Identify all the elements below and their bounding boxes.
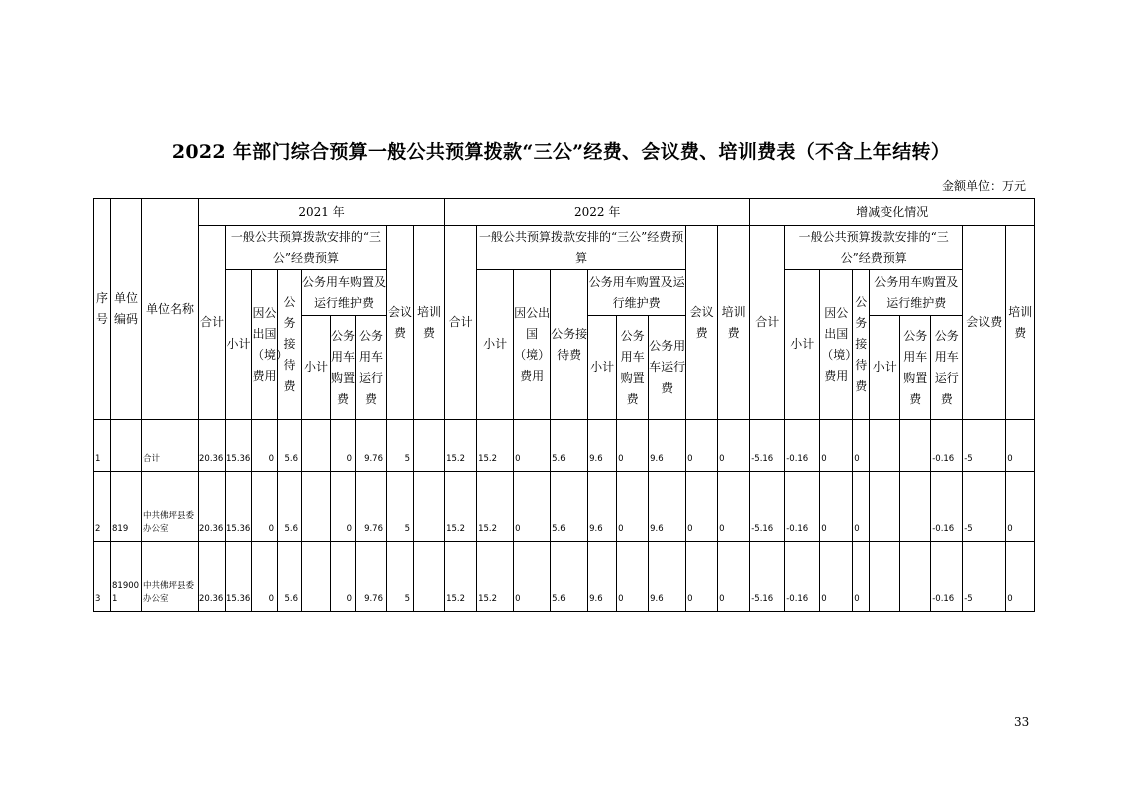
- header-change-total: 合计: [750, 226, 785, 420]
- header-2022-vehicle-running: 公务用车运行费: [649, 316, 686, 420]
- cell-seq: 3: [94, 542, 111, 612]
- cell-y2021-3: 5.6: [278, 420, 302, 472]
- header-change-vehicle-running: 公务用车运行费: [931, 316, 963, 420]
- header-2021-sangong: 一般公共预算拨款安排的“三公”经费预算: [226, 226, 387, 270]
- page-title: 2022 年部门综合预算一般公共预算拨款“三公”经费、会议费、培训费表（不含上年结转）: [171, 141, 951, 163]
- header-unit-code: 单位编码: [111, 199, 142, 420]
- header-unit-name: 单位名称: [142, 199, 199, 420]
- header-2022-vehicle-purchase: 公务用车购置费: [617, 316, 649, 420]
- cell-chg-5: [900, 472, 931, 542]
- cell-chg-3: 0: [853, 420, 870, 472]
- cell-y2022-2: 0: [514, 472, 551, 542]
- cell-chg-1: -0.16: [785, 542, 820, 612]
- header-2021-meeting: 会议费: [387, 226, 414, 420]
- header-2021-reception: 公务接待费: [278, 270, 302, 420]
- header-year-2021: 2021 年: [199, 199, 445, 226]
- header-2022-training: 培训费: [718, 226, 750, 420]
- budget-table: [93, 198, 1035, 612]
- cell-chg-6: -0.16: [931, 472, 963, 542]
- table-row: [94, 420, 1035, 472]
- cell-y2021-8: [414, 542, 445, 612]
- cell-chg-4: [870, 420, 900, 472]
- cell-y2022-4: 9.6: [588, 472, 617, 542]
- header-2022-subtotal: 小计: [477, 270, 514, 420]
- cell-y2021-0: 20.36: [199, 542, 226, 612]
- cell-y2021-8: [414, 472, 445, 542]
- cell-y2022-3: 5.6: [551, 542, 588, 612]
- cell-y2021-4: [302, 542, 331, 612]
- cell-y2021-3: 5.6: [278, 472, 302, 542]
- cell-chg-0: -5.16: [750, 420, 785, 472]
- table-row: [94, 542, 1035, 612]
- cell-y2022-6: 9.6: [649, 472, 686, 542]
- cell-y2022-7: 0: [686, 472, 718, 542]
- cell-chg-4: [870, 542, 900, 612]
- cell-y2021-5: 0: [331, 542, 356, 612]
- cell-unit-name: 合计: [142, 420, 199, 472]
- header-2022-vehicle-subtotal: 小计: [588, 316, 617, 420]
- cell-chg-2: 0: [820, 472, 853, 542]
- cell-y2022-1: 15.2: [477, 420, 514, 472]
- cell-y2021-5: 0: [331, 420, 356, 472]
- cell-chg-2: 0: [820, 542, 853, 612]
- header-2021-vehicle-purchase: 公务用车购置费: [331, 316, 356, 420]
- cell-unit-name: 中共佛坪县委办公室: [142, 542, 199, 612]
- cell-y2021-6: 9.76: [356, 472, 387, 542]
- cell-y2021-5: 0: [331, 472, 356, 542]
- cell-chg-5: [900, 542, 931, 612]
- header-change-vehicle: 公务用车购置及运行维护费: [870, 270, 963, 316]
- cell-y2021-1: 15.36: [226, 420, 252, 472]
- cell-y2022-7: 0: [686, 542, 718, 612]
- cell-y2022-8: 0: [718, 420, 750, 472]
- cell-y2021-1: 15.36: [226, 542, 252, 612]
- cell-chg-7: -5: [963, 472, 1006, 542]
- header-change-subtotal: 小计: [785, 270, 820, 420]
- cell-y2022-0: 15.2: [445, 472, 477, 542]
- header-2021-vehicle-subtotal: 小计: [302, 316, 331, 420]
- cell-chg-6: -0.16: [931, 420, 963, 472]
- cell-y2022-0: 15.2: [445, 542, 477, 612]
- cell-y2021-4: [302, 472, 331, 542]
- cell-y2021-0: 20.36: [199, 420, 226, 472]
- cell-y2021-1: 15.36: [226, 472, 252, 542]
- header-row-years: [94, 199, 1035, 226]
- cell-y2021-6: 9.76: [356, 542, 387, 612]
- cell-y2022-8: 0: [718, 542, 750, 612]
- cell-seq: 1: [94, 420, 111, 472]
- cell-chg-8: 0: [1006, 542, 1035, 612]
- header-change-meeting: 会议费: [963, 226, 1006, 420]
- cell-seq: 2: [94, 472, 111, 542]
- cell-y2021-4: [302, 420, 331, 472]
- header-change: 增减变化情况: [750, 199, 1035, 226]
- header-change-abroad: 因公出国（境）费用: [820, 270, 853, 420]
- cell-chg-5: [900, 420, 931, 472]
- cell-y2022-1: 15.2: [477, 542, 514, 612]
- cell-unit-code: 819: [111, 472, 142, 542]
- cell-unit-code: 819001: [111, 542, 142, 612]
- cell-chg-6: -0.16: [931, 542, 963, 612]
- cell-chg-3: 0: [853, 542, 870, 612]
- header-2022-vehicle: 公务用车购置及运行维护费: [588, 270, 686, 316]
- cell-y2022-2: 0: [514, 420, 551, 472]
- header-2022-meeting: 会议费: [686, 226, 718, 420]
- cell-y2022-8: 0: [718, 472, 750, 542]
- cell-y2022-3: 5.6: [551, 420, 588, 472]
- cell-unit-name: 中共佛坪县委办公室: [142, 472, 199, 542]
- header-year-2022: 2022 年: [445, 199, 750, 226]
- cell-y2022-6: 9.6: [649, 420, 686, 472]
- cell-chg-2: 0: [820, 420, 853, 472]
- cell-y2022-5: 0: [617, 542, 649, 612]
- cell-y2021-7: 5: [387, 542, 414, 612]
- header-change-reception: 公务接待费: [853, 270, 870, 420]
- unit-label: 金额单位：万元: [941, 179, 1026, 193]
- header-seq: 序号: [94, 199, 111, 420]
- cell-y2021-3: 5.6: [278, 542, 302, 612]
- cell-chg-0: -5.16: [750, 472, 785, 542]
- table-row: [94, 472, 1035, 542]
- header-change-vehicle-purchase: 公务用车购置费: [900, 316, 931, 420]
- header-2022-abroad: 因公出国（境）费用: [514, 270, 551, 420]
- cell-chg-1: -0.16: [785, 472, 820, 542]
- header-row-groups: [94, 226, 1035, 270]
- cell-y2021-6: 9.76: [356, 420, 387, 472]
- cell-y2021-2: 0: [252, 542, 278, 612]
- header-row-subgroups: [94, 270, 1035, 316]
- cell-y2021-2: 0: [252, 420, 278, 472]
- cell-unit-code: [111, 420, 142, 472]
- cell-y2022-4: 9.6: [588, 542, 617, 612]
- cell-y2022-5: 0: [617, 472, 649, 542]
- cell-y2022-6: 9.6: [649, 542, 686, 612]
- cell-y2022-2: 0: [514, 542, 551, 612]
- header-2022-total: 合计: [445, 226, 477, 420]
- header-change-vehicle-subtotal: 小计: [870, 316, 900, 420]
- cell-chg-7: -5: [963, 542, 1006, 612]
- cell-y2022-1: 15.2: [477, 472, 514, 542]
- cell-y2021-0: 20.36: [199, 472, 226, 542]
- cell-y2022-4: 9.6: [588, 420, 617, 472]
- cell-y2021-8: [414, 420, 445, 472]
- cell-y2022-0: 15.2: [445, 420, 477, 472]
- page-number: 33: [1014, 715, 1030, 729]
- header-2021-total: 合计: [199, 226, 226, 420]
- cell-y2022-5: 0: [617, 420, 649, 472]
- cell-y2022-3: 5.6: [551, 472, 588, 542]
- header-2022-sangong: 一般公共预算拨款安排的“三公”经费预算: [477, 226, 686, 270]
- cell-y2022-7: 0: [686, 420, 718, 472]
- cell-chg-8: 0: [1006, 420, 1035, 472]
- cell-chg-4: [870, 472, 900, 542]
- header-2021-vehicle: 公务用车购置及运行维护费: [302, 270, 387, 316]
- cell-y2021-7: 5: [387, 420, 414, 472]
- table-body: [94, 420, 1035, 612]
- cell-chg-7: -5: [963, 420, 1006, 472]
- cell-chg-8: 0: [1006, 472, 1035, 542]
- cell-y2021-2: 0: [252, 472, 278, 542]
- cell-chg-1: -0.16: [785, 420, 820, 472]
- header-2021-subtotal: 小计: [226, 270, 252, 420]
- header-2022-reception: 公务接待费: [551, 270, 588, 420]
- header-2021-training: 培训费: [414, 226, 445, 420]
- cell-chg-0: -5.16: [750, 542, 785, 612]
- cell-y2021-7: 5: [387, 472, 414, 542]
- header-2021-vehicle-running: 公务用车运行费: [356, 316, 387, 420]
- header-2021-abroad: 因公出国（境）费用: [252, 270, 278, 420]
- header-change-sangong: 一般公共预算拨款安排的“三公”经费预算: [785, 226, 963, 270]
- header-change-training: 培训费: [1006, 226, 1035, 420]
- cell-chg-3: 0: [853, 472, 870, 542]
